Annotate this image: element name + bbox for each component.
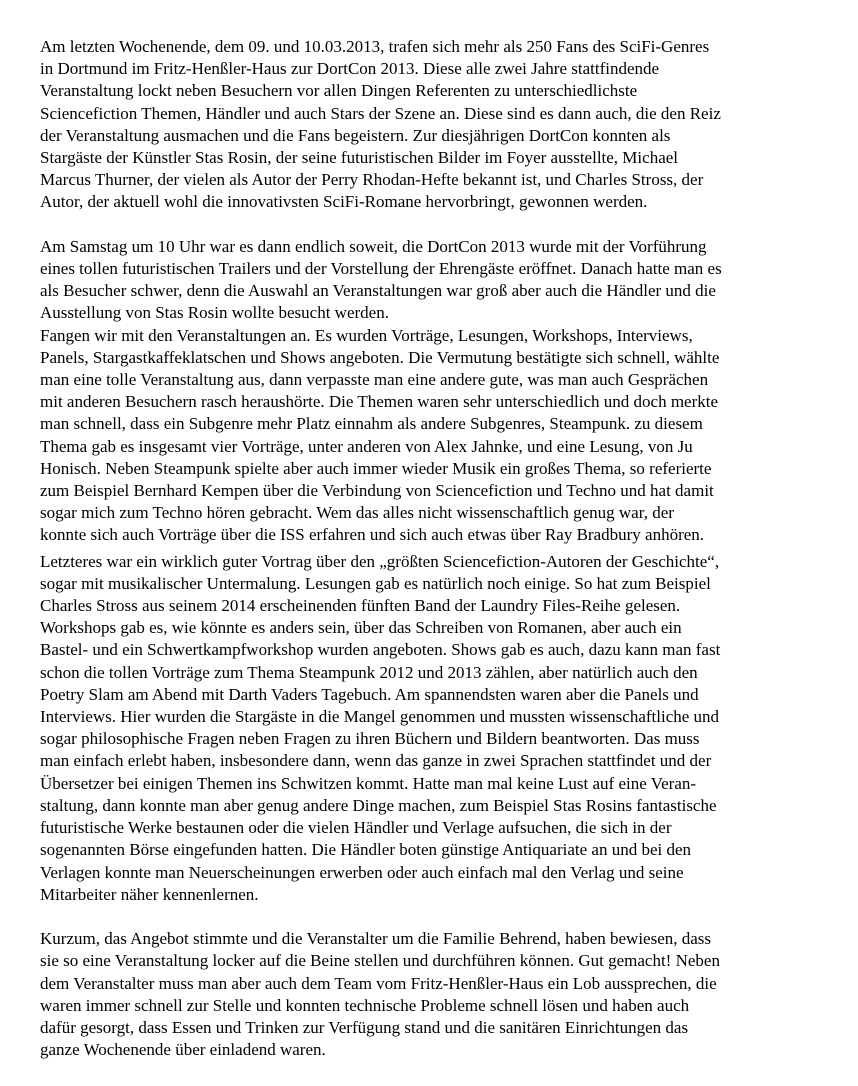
text-line: sogar mich zum Techno hören gebracht. Wem das alles nicht wissenschaftlich genug war, der — [40, 503, 674, 523]
text-line: futuristische Werke bestaunen oder die vielen Händler und Verlage aufsuchen, die sich in der — [40, 818, 672, 838]
paragraph — [40, 551, 834, 906]
text-line: man eine tolle Veranstaltung aus, dann verpasste man eine andere gute, was man auch Gesprächen — [40, 370, 709, 390]
text-line: waren immer schnell zur Stelle und konnten technische Probleme schnell lösen und haben auch — [40, 995, 690, 1015]
text-line: ganze Wochenende über einladend waren. — [40, 1040, 326, 1060]
text-line: Stargäste der Künstler Stas Rosin, der seine futuristischen Bilder im Foyer ausstellte, Michael — [40, 148, 679, 168]
text-line: Am Samstag um 10 Uhr war es dann endlich soweit, die DortCon 2013 wurde mit der Vorführung — [40, 236, 707, 256]
text-line: Autor, der aktuell wohl die innovativsten SciFi-Romane hervorbringt, gewonnen werden. — [40, 192, 648, 212]
text-line: Übersetzer bei einigen Themen ins Schwitzen kommt. Hatte man mal keine Lust auf eine Veran- — [40, 773, 697, 793]
text-line: als Besucher schwer, denn die Auswahl an Veranstaltungen war groß aber auch die Händler und die — [40, 281, 716, 301]
text-line: sogar philosophische Fragen neben Fragen zu ihren Büchern und Bildern beantworten. Das muss — [40, 729, 700, 749]
text-line: Poetry Slam am Abend mit Darth Vaders Tagebuch. Am spannendsten waren aber die Panels und — [40, 684, 699, 704]
paragraph — [40, 236, 834, 325]
text-line: mit anderen Besuchern rasch heraushörte. Die Themen waren sehr unterschiedlich und doch merkte — [40, 392, 719, 412]
text-line: konnte sich auch Vorträge über die ISS erfahren und sich auch etwas über Ray Bradbury anhören. — [40, 525, 705, 545]
text-line: Charles Stross aus seinem 2014 erscheinenden fünften Band der Laundry Files-Reihe gelesen. — [40, 596, 681, 616]
text-line: eines tollen futuristischen Trailers und der Vorstellung der Ehrengäste eröffnet. Danach hatte man es — [40, 259, 722, 279]
paragraph — [40, 928, 834, 1061]
text-line: Kurzum, das Angebot stimmte und die Veranstalter um die Familie Behrend, haben bewiesen, dass — [40, 929, 712, 949]
text-line: Veranstaltung lockt neben Besuchern vor allen Dingen Referenten zu unterschiedlichste — [40, 81, 638, 101]
text-line: man schnell, dass ein Subgenre mehr Platz einnahm als andere Subgenres, Steampunk. zu diesem — [40, 414, 703, 434]
text-line: Panels, Stargastkaffeklatschen und Shows angeboten. Die Vermutung bestätigte sich schnell, wählte — [40, 347, 720, 367]
text-line: Ausstellung von Stas Rosin wollte besucht werden. — [40, 303, 389, 323]
text-line: sie so eine Veranstaltung locker auf die Beine stellen und durchführen können. Gut gemacht! Neben — [40, 951, 720, 971]
article-text — [40, 36, 834, 1061]
text-line: Verlagen konnte man Neuerscheinungen erwerben oder auch einfach mal den Verlag und seine — [40, 862, 684, 882]
text-line: Sciencefiction Themen, Händler und auch Stars der Szene an. Diese sind es dann auch, die den Reiz — [40, 103, 721, 123]
text-line: schon die tollen Vorträge zum Thema Steampunk 2012 und 2013 zählen, aber natürlich auch den — [40, 662, 698, 682]
paragraph — [40, 325, 834, 547]
text-line: dem Veranstalter muss man aber auch dem Team vom Fritz-Henßler-Haus ein Lob aussprechen, die — [40, 973, 717, 993]
text-line: Thema gab es insgesamt vier Vorträge, unter anderen von Alex Jahnke, und eine Lesung, von Ju — [40, 436, 693, 456]
text-line: Letzteres war ein wirklich guter Vortrag über den „größten Sciencefiction-Autoren der Geschichte“, — [40, 551, 720, 571]
text-line: in Dortmund im Fritz-Henßler-Haus zur DortCon 2013. Diese alle zwei Jahre stattfindende — [40, 59, 660, 79]
text-line: sogar mit musikalischer Untermalung. Lesungen gab es natürlich noch einige. So hat zum Beispiel — [40, 573, 711, 593]
text-line: Workshops gab es, wie könnte es anders sein, über das Schreiben von Romanen, aber auch ein — [40, 618, 682, 638]
text-line: Marcus Thurner, der vielen als Autor der Perry Rhodan-Hefte bekannt ist, und Charles Stross, der — [40, 170, 704, 190]
text-line: man einfach erlebt haben, insbesondere dann, wenn das ganze in zwei Sprachen stattfindet und der — [40, 751, 712, 771]
text-line: Am letzten Wochenende, dem 09. und 10.03.2013, trafen sich mehr als 250 Fans des SciFi-Genres — [40, 37, 710, 56]
text-line: Honisch. Neben Steampunk spielte aber auch immer wieder Musik ein großes Thema, so referierte — [40, 458, 712, 478]
paragraph — [40, 36, 834, 214]
text-line: Fangen wir mit den Veranstaltungen an. Es wurden Vorträge, Lesungen, Workshops, Interviews, — [40, 325, 693, 345]
text-line: der Veranstaltung ausmachen und die Fans begeistern. Zur diesjährigen DortCon konnten als — [40, 125, 671, 145]
text-line: Interviews. Hier wurden die Stargäste in die Mangel genommen und mussten wissenschaftliche und — [40, 707, 720, 727]
text-line: sogenannten Börse eingefunden hatten. Die Händler boten günstige Antiquariate an und bei den — [40, 840, 692, 860]
text-line: zum Beispiel Bernhard Kempen über die Verbindung von Sciencefiction und Techno und hat damit — [40, 481, 714, 501]
text-line: dafür gesorgt, dass Essen und Trinken zur Verfügung stand und die sanitären Einrichtungen das — [40, 1017, 689, 1037]
text-line: Mitarbeiter näher kennenlernen. — [40, 884, 259, 904]
text-line: staltung, dann konnte man aber genug andere Dinge machen, zum Beispiel Stas Rosins fantastische — [40, 795, 717, 815]
text-line: Bastel- und ein Schwertkampfworkshop wurden angeboten. Shows gab es auch, dazu kann man fast — [40, 640, 721, 660]
